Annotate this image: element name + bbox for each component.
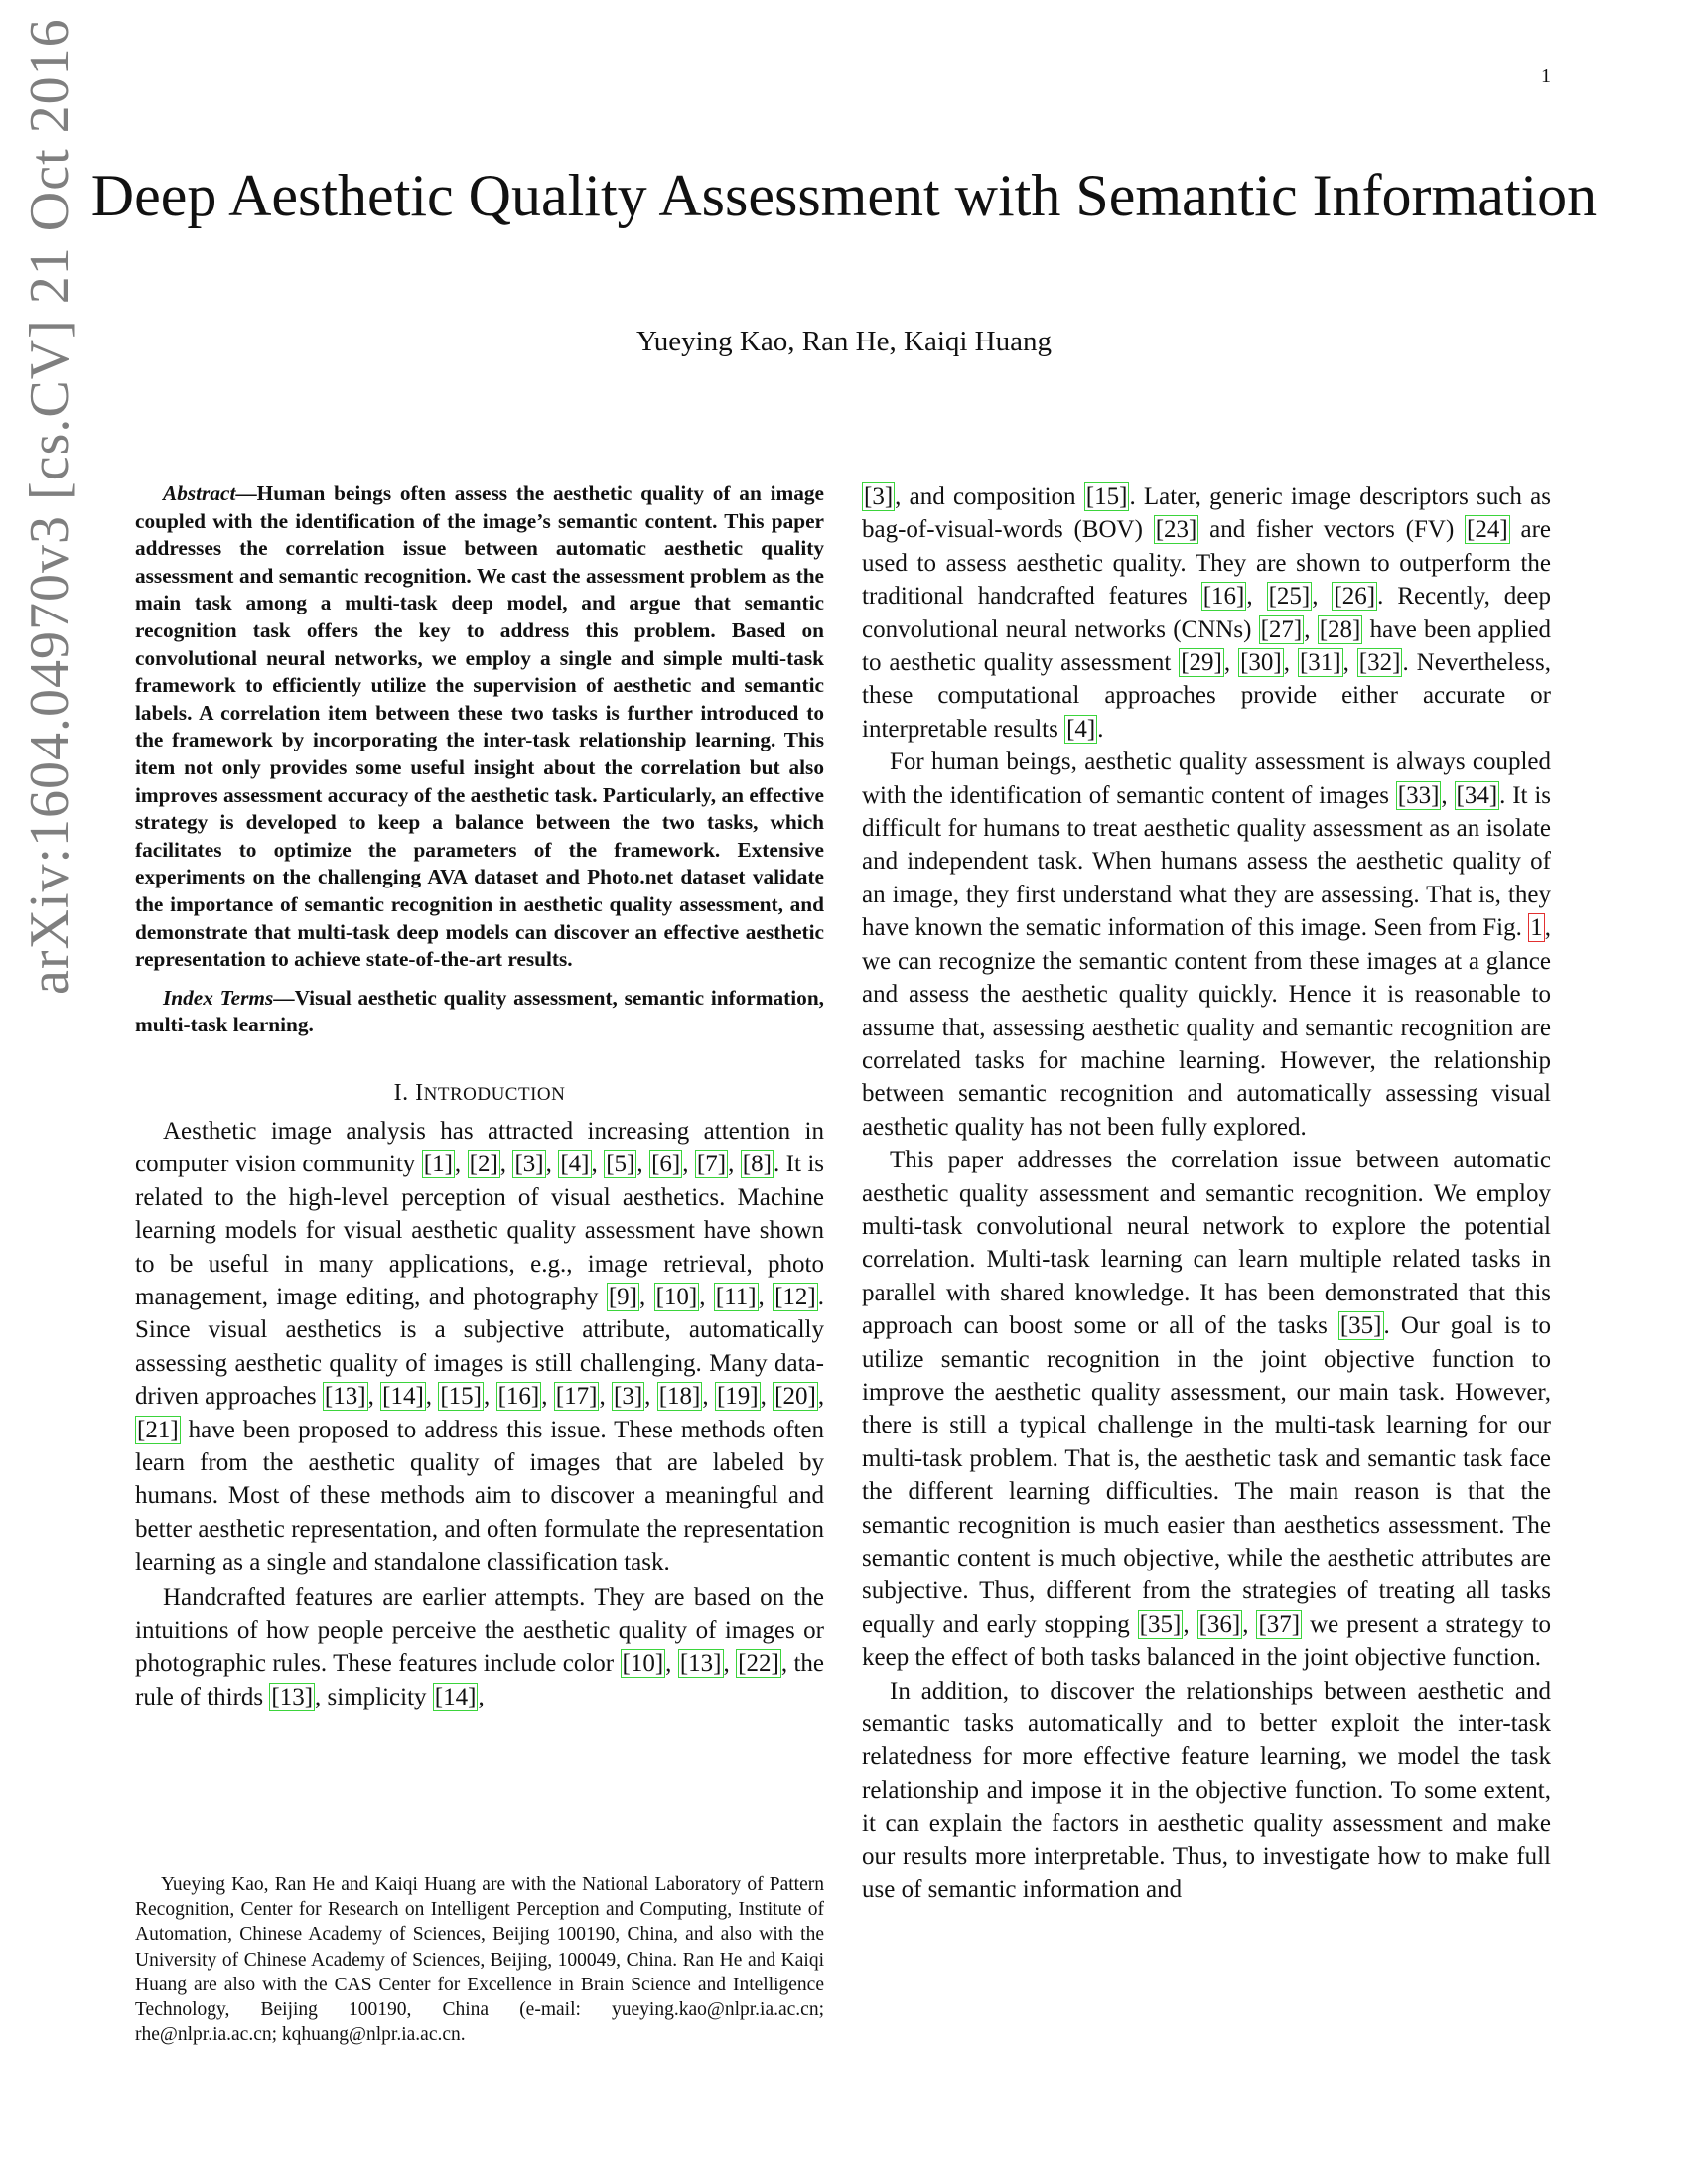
- left-column: [135, 480, 824, 1713]
- citation[interactable]: [26]: [1334, 583, 1376, 611]
- citation[interactable]: [12]: [774, 1283, 816, 1310]
- citation[interactable]: [3]: [514, 1151, 544, 1178]
- citation[interactable]: [18]: [658, 1383, 701, 1411]
- citation[interactable]: [19]: [716, 1383, 759, 1411]
- citation[interactable]: [14]: [434, 1683, 477, 1710]
- citation[interactable]: [14]: [382, 1383, 424, 1411]
- intro-paragraph-1: Aesthetic image analysis has attracted increasing attention in computer vision community [1], [2], [3], [4], [5], [6], [7], [8]. It is related to the high-level perception of visual aesthetics. Machine learning models for visual aesthetic quality assessment have shown to be useful in many applications, e.g., image retrieval, photo management, image editing, and photography [9], [10], [11], [12]. Since visual aesthetics is a subjective attribute, automatically assessing aesthetic quality of images is still challenging. Many data-driven approaches [13], [14], [15], [16], [17], [3], [18], [19], [20], [21] have been proposed to address this issue. These methods often learn from the aesthetic quality of images that are labeled by humans. Most of these methods aim to discover a meaningful and better aesthetic representation, and often formulate the representation learning as a single and standalone classification task.: [135, 1117, 825, 1576]
- citation[interactable]: [20]: [774, 1383, 816, 1411]
- citation[interactable]: [10]: [655, 1283, 698, 1310]
- citation[interactable]: [25]: [1268, 583, 1311, 611]
- citation[interactable]: [11]: [715, 1283, 757, 1310]
- citation[interactable]: [3]: [614, 1383, 643, 1411]
- citation[interactable]: [17]: [555, 1383, 598, 1411]
- citation[interactable]: [4]: [560, 1151, 590, 1178]
- right-column: [862, 480, 1551, 1906]
- citation[interactable]: [15]: [440, 1383, 483, 1411]
- citation[interactable]: [8]: [742, 1151, 772, 1178]
- citation[interactable]: [13]: [324, 1383, 366, 1411]
- citation[interactable]: [37]: [1258, 1610, 1301, 1638]
- intro-paragraph-2-continued: [3], and composition [15]. Later, generic image descriptors such as bag-of-visual-words (BOV) [23] and fisher vectors (FV) [24] are used to assess aesthetic quality. They are shown to outperform the traditional handcrafted features [16], [25], [26]. Recently, deep convolutional neural networks (CNNs) [27], [28] have been applied to aesthetic quality assessment [29], [30], [31], [32]. Nevertheless, these computational approaches provide either accurate or interpretable results [4].: [862, 483, 1552, 743]
- citation[interactable]: [35]: [1339, 1312, 1382, 1340]
- citation[interactable]: [15]: [1085, 483, 1128, 510]
- citation[interactable]: [13]: [679, 1650, 722, 1678]
- citation[interactable]: [9]: [608, 1283, 637, 1310]
- page-number: 1: [1541, 66, 1551, 87]
- arxiv-stamp: arXiv:1604.04970v3 [cs.CV] 21 Oct 2016: [19, 18, 80, 995]
- citation[interactable]: [27]: [1260, 615, 1303, 643]
- citation[interactable]: [4]: [1066, 715, 1096, 743]
- author-footnote: Yueying Kao, Ran He and Kaiqi Huang are with the National Laboratory of Pattern Recognition, Center for Research on Intelligent Perception and Computing, Institute of Automation, Chinese Academy of Sciences, Beijing 100190, China, and also with the University of Chinese Academy of Sciences, Beijing, 100049, China. Ran He and Kaiqi Huang are also with the CAS Center for Excellence in Brain Science and Intelligence Technology, Beijing 100190, China (e-mail: yueying.kao@nlpr.ia.ac.cn; rhe@nlpr.ia.ac.cn; kqhuang@nlpr.ia.ac.cn.: [135, 1874, 824, 2046]
- abstract: [135, 480, 824, 974]
- citation[interactable]: [24]: [1467, 516, 1508, 544]
- citation[interactable]: [28]: [1319, 615, 1361, 643]
- citation[interactable]: [23]: [1155, 516, 1197, 544]
- index-terms: [135, 985, 824, 1039]
- index-terms-text: —Visual aesthetic quality assessment, semantic information, multi-task learning.: [135, 985, 824, 1037]
- intro-paragraph-4: This paper addresses the correlation issue between automatic aesthetic quality assessment and semantic recognition. We employ multi-task convolutional neural network to explore the potential correlation. Multi-task learning can learn multiple related tasks in parallel with shared knowledge. It has been demonstrated that this approach can boost some or all of the tasks [35]. Our goal is to utilize semantic recognition in the joint objective function to improve the aesthetic quality assessment, our main task. However, there is still a typical challenge in the multi-task learning for our multi-task problem. That is, the aesthetic task and semantic task face the different learning difficulties. The main reason is that the semantic recognition is much easier than aesthetics assessment. The semantic content is much objective, while the aesthetic attributes are subjective. Thus, different from the strategies of treating all tasks equally and early stopping [35], [36], [37] we present a strategy to keep the effect of both tasks balanced in the joint objective function.: [862, 1147, 1552, 1672]
- citation[interactable]: [35]: [1139, 1610, 1182, 1638]
- citation[interactable]: [34]: [1456, 781, 1498, 809]
- intro-paragraph-5: In addition, to discover the relationships between aesthetic and semantic tasks automatically and to better exploit the inter-task relatedness for more effective feature learning, we model the task relationship and impose it in the objective function. To some extent, it can explain the factors in aesthetic quality assessment and make our results more interpretable. Thus, to investigate how to make full use of semantic information and: [862, 1677, 1551, 1904]
- citation[interactable]: [29]: [1181, 649, 1222, 677]
- citation[interactable]: [32]: [1358, 649, 1401, 677]
- citation[interactable]: [2]: [469, 1151, 498, 1178]
- citation[interactable]: [5]: [606, 1151, 635, 1178]
- paper-title: Deep Aesthetic Quality Assessment with Semantic Information: [90, 163, 1598, 228]
- citation[interactable]: [6]: [651, 1151, 681, 1178]
- index-terms-label: Index Terms: [163, 985, 274, 1010]
- abstract-label: Abstract: [163, 481, 236, 505]
- citation[interactable]: [31]: [1299, 649, 1341, 677]
- abstract-text: —Human beings often assess the aesthetic quality of an image coupled with the identification of the image’s semantic content. This paper addresses the correlation issue between automatic aesthetic quality assessment and semantic recognition. We cast the assessment problem as the main task among a multi-task deep model, and argue that semantic recognition task offers the key to address this problem. Based on convolutional neural networks, we employ a single and simple multi-task framework to efficiently utilize the supervision of aesthetic and semantic labels. A correlation item between these two tasks is further introduced to the framework by incorporating the inter-task relationship learning. This item not only provides some useful insight about the correlation but also improves assessment accuracy of the aesthetic task. Particularly, an effective strategy is developed to keep a balance between the two tasks, which facilitates to optimize the parameters of the framework. Extensive experiments on the challenging AVA dataset and Photo.net dataset validate the importance of semantic recognition in aesthetic quality assessment, and demonstrate that multi-task deep models can discover an effective aesthetic representation to achieve state-of-the-art results.: [135, 481, 824, 972]
- citation[interactable]: [13]: [271, 1683, 314, 1710]
- section-heading-introduction: I. INTRODUCTION: [393, 1079, 566, 1106]
- intro-paragraph-3: For human beings, aesthetic quality assessment is always coupled with the identification of semantic content of images [33], [34]. It is difficult for humans to treat aesthetic quality assessment as an isolate and independent task. When humans assess the aesthetic quality of an image, they first understand what they are assessing. That is, they have known the sematic information of this image. Seen from Fig. 1, we can recognize the semantic content from these images at a glance and assess the aesthetic quality quickly. Hence it is reasonable to assume that, assessing aesthetic quality and semantic recognition are correlated tasks for machine learning. However, the relationship between semantic recognition and automatically assessing visual aesthetic quality has not been fully explored.: [862, 749, 1551, 1141]
- citation[interactable]: [33]: [1397, 781, 1440, 809]
- citation[interactable]: [16]: [1202, 583, 1245, 611]
- citation[interactable]: [10]: [622, 1650, 664, 1678]
- citation[interactable]: [30]: [1240, 649, 1282, 677]
- citation[interactable]: [36]: [1198, 1610, 1241, 1638]
- intro-paragraph-2: Handcrafted features are earlier attempts. They are based on the intuitions of how people perceive the aesthetic quality of images or photographic rules. These features include color [10], [13], [22], the rule of thirds [13], simplicity [14],: [135, 1583, 825, 1710]
- citation[interactable]: [1]: [423, 1151, 453, 1178]
- figure-reference[interactable]: 1: [1530, 914, 1543, 942]
- citation[interactable]: [3]: [864, 483, 894, 510]
- citation[interactable]: [21]: [137, 1416, 179, 1443]
- citation[interactable]: [7]: [696, 1151, 727, 1178]
- paper-authors: Yueying Kao, Ran He, Kaiqi Huang: [636, 326, 1052, 357]
- citation[interactable]: [22]: [738, 1650, 779, 1678]
- citation[interactable]: [16]: [497, 1383, 540, 1411]
